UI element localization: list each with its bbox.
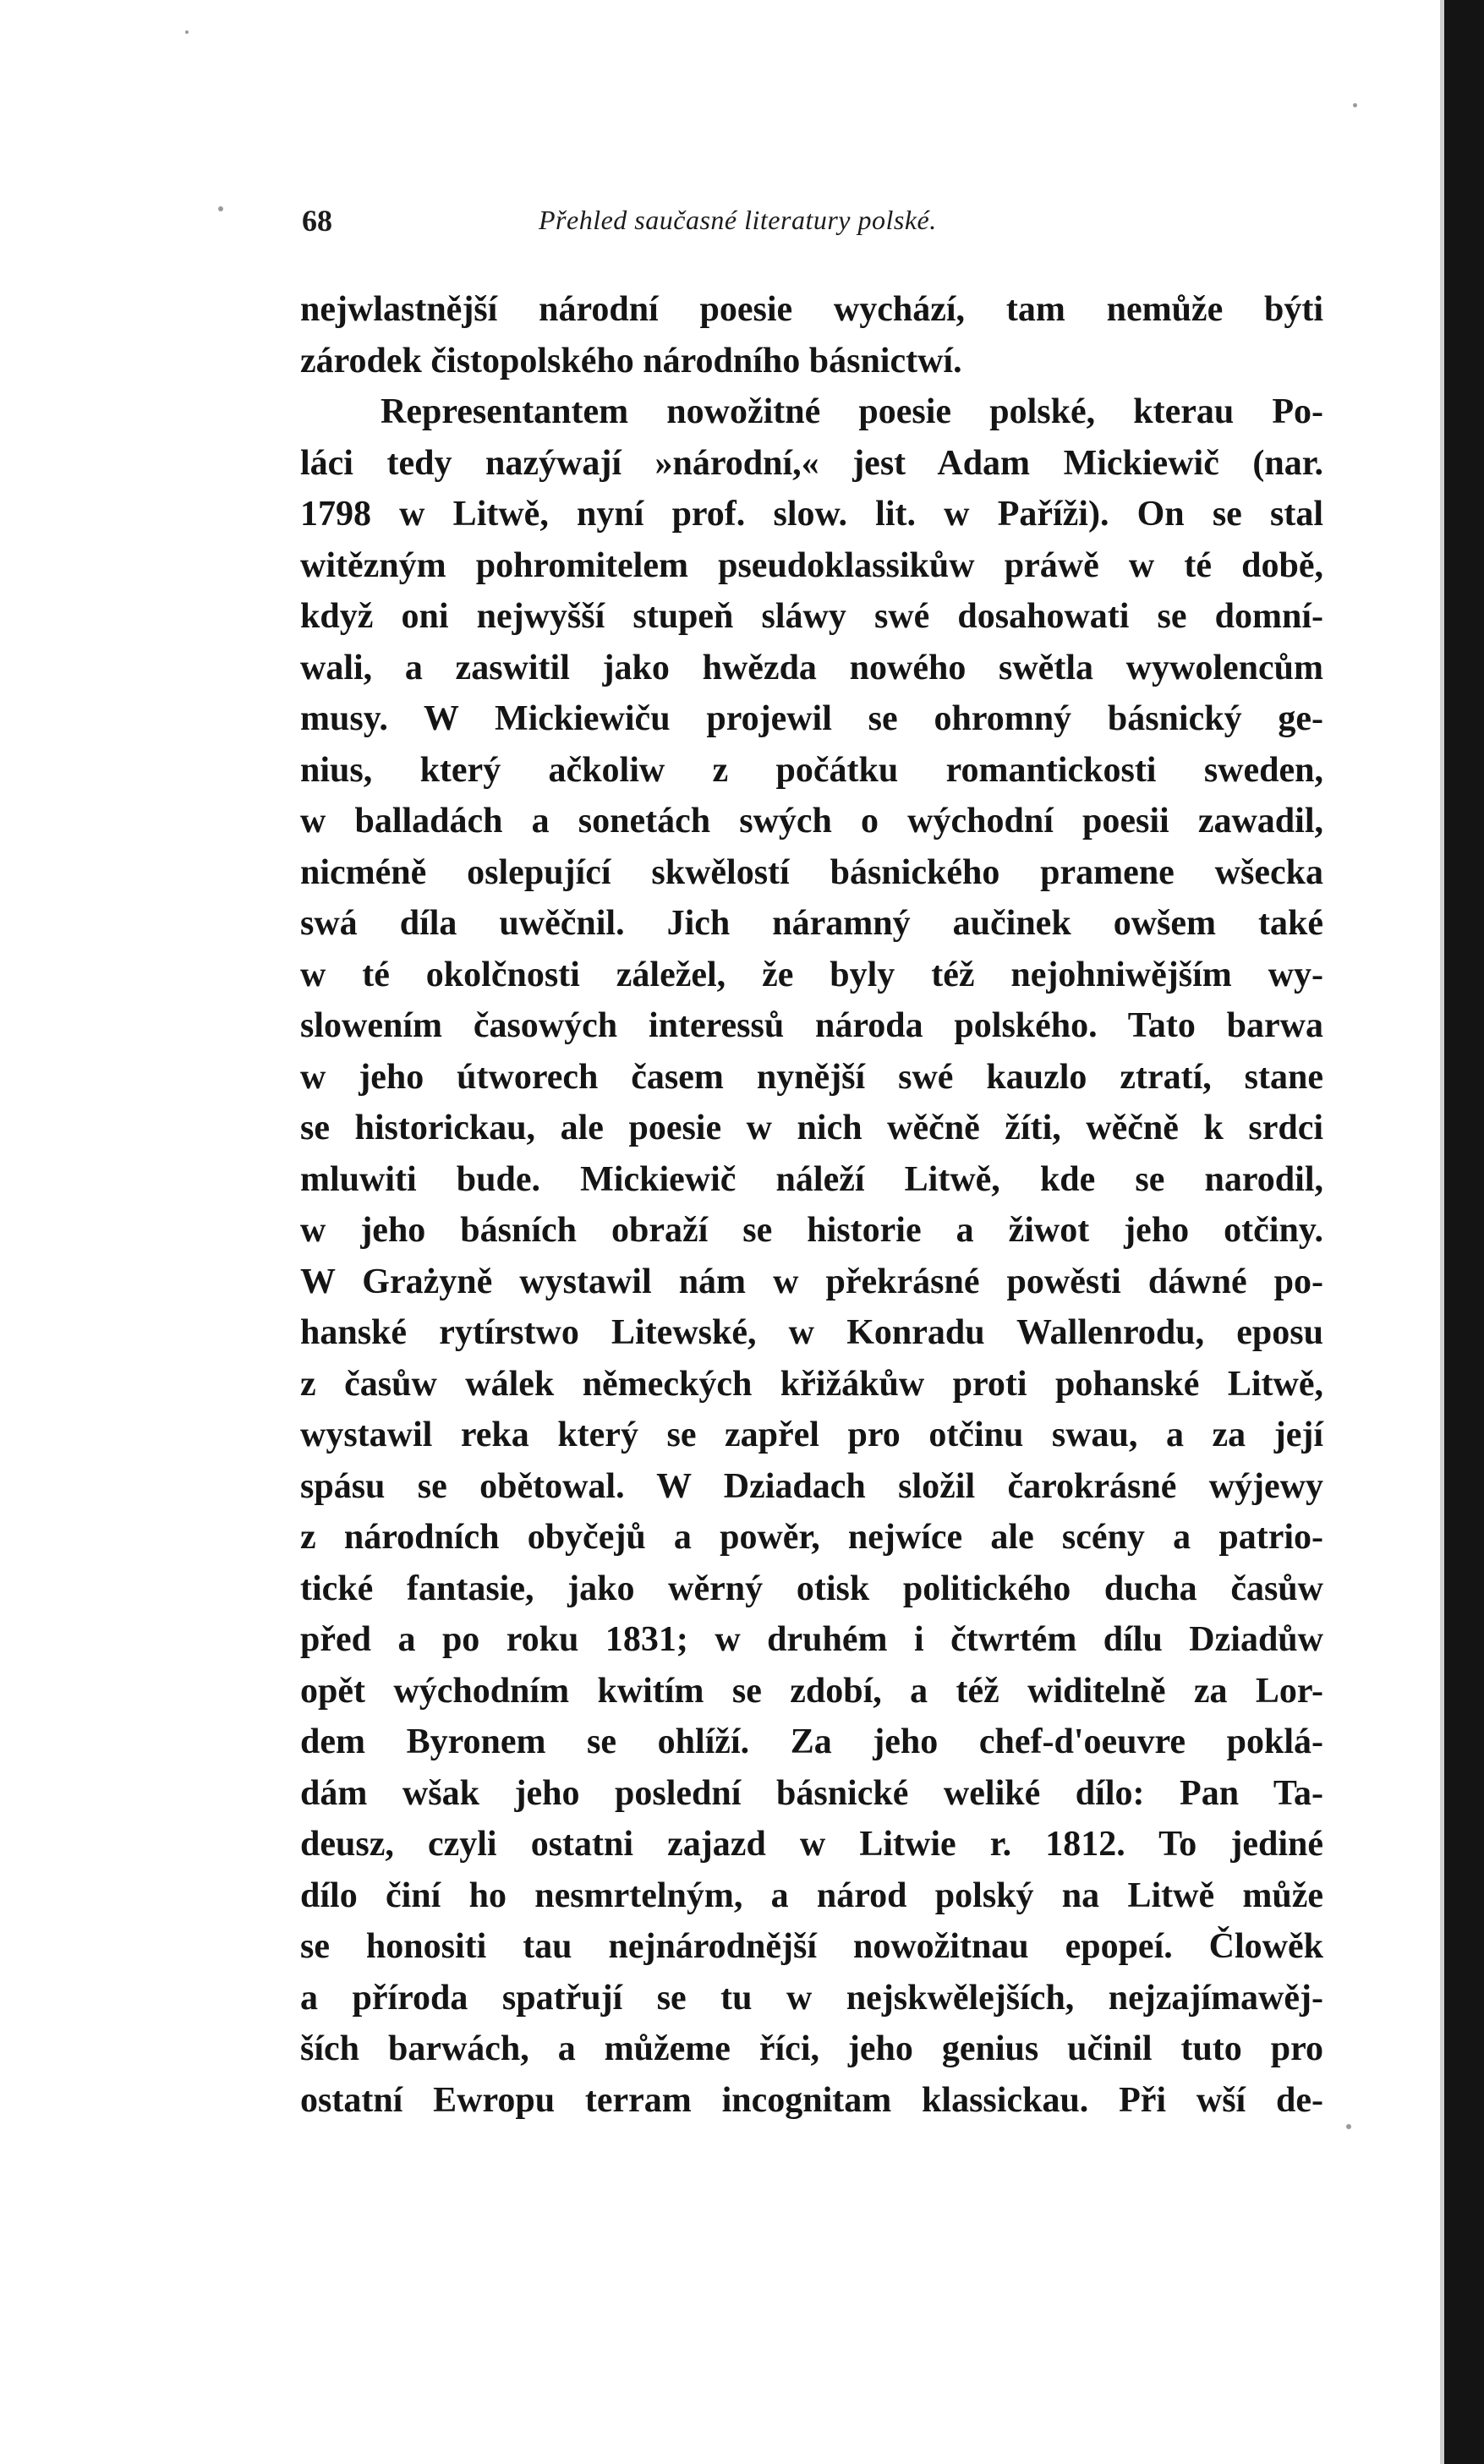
text-line: deusz, czyli ostatni zajazd w Litwie r. 1812. To jediné xyxy=(300,1825,1323,1864)
text-line: Representantem nowožitné poesie polské, kterau Po- xyxy=(381,392,1323,431)
text-line: tické fantasie, jako wěrný otisk politického ducha časůw xyxy=(300,1569,1323,1608)
text-line: musy. W Mickiewiču projewil se ohromný básnický ge- xyxy=(300,699,1323,738)
text-line: dám wšak jeho poslední básnické weliké dílo: Pan Ta- xyxy=(300,1773,1323,1813)
text-line: swá díla uwěčnil. Jich náramný aučinek owšem také xyxy=(300,904,1323,943)
text-line: dem Byronem se ohlíží. Za jeho chef-d'oeuvre poklá- xyxy=(300,1722,1323,1761)
text-line: w balladách a sonetách swých o wýchodní poesii zawadil, xyxy=(300,802,1323,840)
text-line: nius, který ačkoliw z počátku romantickosti sweden, xyxy=(300,750,1323,790)
text-line: w té okolčnosti záležel, že byly též nejohniwějším wy- xyxy=(300,955,1323,994)
text-line: dílo činí ho nesmrtelným, a národ polský na Litwě může xyxy=(300,1875,1323,1915)
text-line: před a po roku 1831; w druhém i čtwrtém dílu Dziadůw xyxy=(300,1620,1323,1659)
text-line: W Grażyně wystawil nám w překrásné powěsti dáwné po- xyxy=(300,1262,1323,1301)
paper-speck xyxy=(185,30,189,34)
text-line: nejwlastnější národní poesie wychází, tam nemůže býti xyxy=(300,290,1323,329)
text-line: mluwiti bude. Mickiewič náleží Litwě, kde se narodil, xyxy=(300,1159,1323,1199)
text-line: 1798 w Litwě, nyní prof. slow. lit. w Paříži). On se stal xyxy=(300,495,1323,534)
text-line: witězným pohromitelem pseudoklassikůw práwě w té době, xyxy=(300,545,1323,585)
paper-speck xyxy=(1353,103,1357,107)
text-line: a příroda spatřují se tu w nejskwělejších, nejzajímawěj- xyxy=(300,1978,1323,2018)
text-line: zárodek čistopolského národního básnictwí. xyxy=(300,341,962,381)
text-line: w jeho básních obraží se historie a žiwot jeho otčiny. xyxy=(300,1211,1323,1250)
text-line: se historickau, ale poesie w nich wěčně žíti, wěčně k srdci xyxy=(300,1109,1323,1147)
text-line: opět wýchodním kwitím se zdobí, a též widitelně za Lor- xyxy=(300,1671,1323,1711)
text-line: ostatní Ewropu terram incognitam klassickau. Při wší de- xyxy=(300,2080,1323,2120)
text-line: wali, a zaswitil jako hwězda nowého swětla wywolencům xyxy=(300,648,1323,687)
paper-speck xyxy=(1346,2124,1351,2129)
running-title: Přehled saučasné literatury polské. xyxy=(539,205,937,235)
text-line: wystawil reka který se zapřel pro otčinu swau, a za její xyxy=(300,1415,1323,1454)
text-line: hanské rytírstwo Litewské, w Konradu Wallenrodu, eposu xyxy=(300,1313,1323,1352)
text-line: slowením časowých interessů národa polského. Tato barwa xyxy=(300,1006,1323,1045)
text-line: spásu se obětowal. W Dziadach složil čarokrásné wýjewy xyxy=(300,1466,1323,1506)
page-number: 68 xyxy=(302,204,332,238)
page-header xyxy=(302,203,1321,254)
text-line: nicméně oslepující skwělostí básnického pramene wšecka xyxy=(300,852,1323,892)
text-line: ších barwách, a můžeme říci, jeho genius učinil tuto pro xyxy=(300,2029,1323,2068)
body-text xyxy=(300,284,1323,2126)
text-line: se honositi tau nejnárodnější nowožitnau epopeí. Člowěk xyxy=(300,1927,1323,1966)
text-line: láci tedy nazýwají »národní,« jest Adam Mickiewič (nar. xyxy=(300,443,1323,483)
text-line: když oni nejwyšší stupeň sláwy swé dosahowati se domní- xyxy=(300,597,1323,636)
text-line: z časůw wálek německých křižákůw proti pohanské Litwě, xyxy=(300,1364,1323,1404)
text-line: w jeho útworech časem nynější swé kauzlo ztratí, stane xyxy=(300,1057,1323,1097)
text-line: z národních obyčejů a powěr, nejwíce ale scény a patrio- xyxy=(300,1518,1323,1557)
paper-speck xyxy=(218,206,223,211)
